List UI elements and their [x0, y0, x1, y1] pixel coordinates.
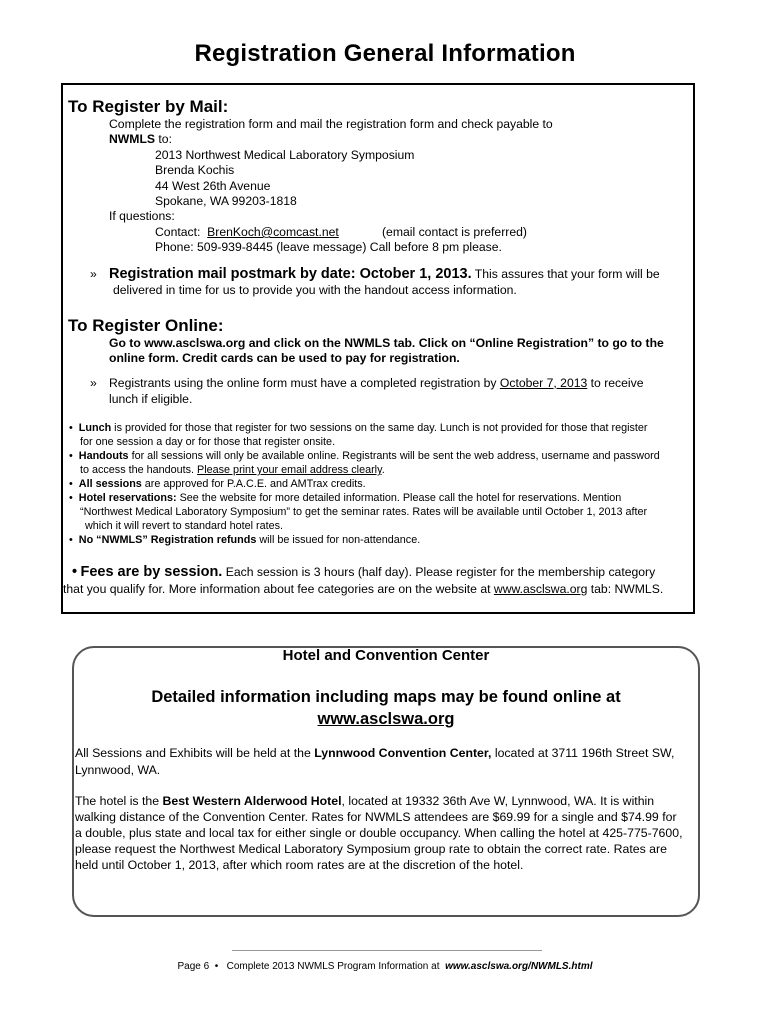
bullet-handouts-2 — [80, 464, 385, 477]
payee-name: NWMLS — [109, 132, 156, 146]
online-deadline: October 7, 2013 — [499, 376, 588, 390]
address-line-3: 44 West 26th Avenue — [155, 179, 271, 193]
refunds-text: will be issued for non-attendance. — [256, 534, 421, 546]
postmark-rest: This assures that your form will be — [471, 267, 660, 281]
hotel-website-link[interactable]: www.asclswa.org — [317, 710, 455, 728]
hotel-para-line-3: a double, plus state and local tax for either single or double occupancy. When calling the hotel at 425-775-7600, — [75, 826, 683, 840]
mail-payee-line — [109, 132, 172, 147]
contact-line — [155, 225, 339, 240]
phone-line: Phone: 509-939-8445 (leave message) Call before 8 pm please. — [155, 240, 502, 254]
hotel-para-line-4: please request the Northwest Medical Laboratory Symposium group rate to obtain the correct rate. Rates are — [75, 842, 667, 856]
online-note-marker: » — [90, 376, 97, 390]
hotel-para-line-5: held until October 1, 2013, after which room rates are at the discretion of the hotel. — [75, 858, 524, 872]
postmark-line-2: delivered in time for us to provide you with the handout access information. — [113, 283, 517, 297]
mail-intro: Complete the registration form and mail the registration form and check payable to — [109, 117, 553, 131]
fees-website-link[interactable]: www.asclswa.org — [493, 582, 588, 596]
hotel-detail-line: Detailed information including maps may be found online at — [151, 688, 621, 706]
bullet-lunch-2: for one session a day or for those that register onsite. — [80, 436, 336, 448]
fees-text: Each session is 3 hours (half day). Please register for the membership category — [222, 565, 656, 579]
payee-suffix: to: — [155, 132, 172, 146]
sessions-text: are approved for P.A.C.E. and AMTrax credits. — [141, 478, 366, 490]
bullet-refunds: • No “NWMLS” Registration refunds will be issued for non-attendance. — [69, 534, 421, 546]
handouts-label: Handouts — [78, 450, 129, 462]
venue-name: Lynnwood Convention Center, — [314, 746, 492, 760]
lunch-text: is provided for those that register for two sessions on the same day. Lunch is not provided for those that register — [111, 422, 648, 434]
hotel-para-line-2: walking distance of the Convention Center. Rates for NWMLS attendees are $69.99 for a single and $74.99 for — [75, 810, 677, 824]
bullet-hotel-2: “Northwest Medical Laboratory Symposium” to get the seminar rates. Rates will be available until October 1, 2013 after — [80, 506, 648, 518]
online-note-line — [109, 376, 644, 391]
hotel-para-post: , located at 19332 36th Ave W, Lynnwood, WA. It is within — [341, 794, 655, 808]
sessions-label: All sessions — [78, 478, 142, 490]
page-number: Page 6 — [177, 961, 210, 972]
fees-line2-pre: that you qualify for. More information about fee categories are on the website at — [63, 582, 494, 596]
page-footer — [0, 961, 770, 972]
handouts-text: for all sessions will only be available online. Registrants will be sent the web address, username and password — [128, 450, 660, 462]
venue-line-2: Lynnwood, WA. — [75, 763, 161, 777]
bullet-handouts: • Handouts for all sessions will only be available online. Registrants will be sent the web address, username and password — [69, 450, 660, 462]
venue-pre: All Sessions and Exhibits will be held at the — [75, 746, 315, 760]
bullet-sessions: • All sessions are approved for P.A.C.E. and AMTrax credits. — [69, 478, 366, 490]
hotel-label: Hotel reservations: — [78, 492, 177, 504]
hotel-para-line-1 — [75, 793, 654, 809]
refunds-label: No “NWMLS” Registration refunds — [78, 534, 257, 546]
footer-divider — [232, 950, 542, 951]
hotel-detail-link-row — [72, 709, 700, 730]
fees-bullet: • — [72, 564, 78, 580]
page-title: Registration General Information — [194, 40, 576, 67]
footer-separator: • — [214, 961, 219, 972]
mail-heading: To Register by Mail: — [68, 97, 229, 116]
handouts-line2-underlined: Please print your email address clearly — [197, 464, 382, 476]
online-heading: To Register Online: — [68, 316, 224, 335]
fees-line — [72, 563, 655, 581]
footer-text: Complete 2013 NWMLS Program Information at — [226, 961, 440, 972]
hotel-text: See the website for more detailed information. Please call the hotel for reservations. Mention — [176, 492, 622, 504]
contact-email-link[interactable]: BrenKoch@comcast.net — [207, 225, 339, 239]
address-line-1: 2013 Northwest Medical Laboratory Symposium — [155, 148, 415, 162]
hotel-name: Best Western Alderwood Hotel — [162, 794, 342, 808]
questions-label: If questions: — [109, 209, 175, 223]
postmark-date: Registration mail postmark by date: October 1, 2013. — [109, 266, 472, 282]
postmark-marker: » — [90, 267, 97, 281]
venue-line-1 — [75, 745, 674, 761]
handouts-line2-pre: to access the handouts. — [80, 464, 198, 476]
contact-label: Contact: — [155, 225, 201, 239]
online-instructions-1: Go to www.asclswa.org and click on the NWMLS tab. Click on “Online Registration” to go to the — [109, 336, 664, 350]
fees-line-2 — [63, 582, 663, 597]
hotel-para-pre: The hotel is the — [75, 794, 163, 808]
lunch-label: Lunch — [78, 422, 112, 434]
bullet-hotel: • Hotel reservations: See the website for more detailed information. Please call the hotel for reservations. Mention — [69, 492, 622, 504]
fees-line2-post: tab: NWMLS. — [587, 582, 664, 596]
handouts-line2-post: . — [381, 464, 385, 476]
footer-link[interactable]: www.asclswa.org/NWMLS.html — [445, 961, 593, 972]
online-instructions-2: online form. Credit cards can be used to pay for registration. — [109, 351, 460, 365]
fees-label: Fees are by session. — [80, 564, 223, 580]
hotel-heading: Hotel and Convention Center — [282, 647, 490, 664]
online-note-pre: Registrants using the online form must have a completed registration by — [109, 376, 500, 390]
address-line-2: Brenda Kochis — [155, 163, 235, 177]
venue-post: located at 3711 196th Street SW, — [491, 746, 675, 760]
online-note-line-2: lunch if eligible. — [109, 392, 193, 406]
bullet-hotel-3: which it will revert to standard hotel rates. — [85, 520, 284, 532]
online-note-post: to receive — [587, 376, 644, 390]
bullet-lunch: • Lunch is provided for those that register for two sessions on the same day. Lunch is not provided for those that register — [69, 422, 648, 434]
postmark-line — [109, 265, 660, 283]
address-line-4: Spokane, WA 99203-1818 — [155, 194, 297, 208]
contact-note: (email contact is preferred) — [382, 225, 527, 239]
